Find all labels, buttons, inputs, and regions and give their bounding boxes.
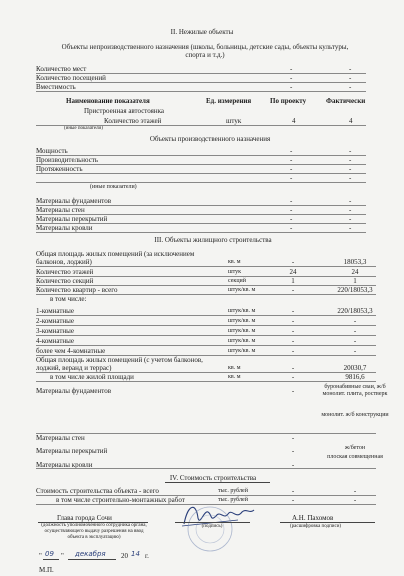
row-fact: - <box>349 147 352 155</box>
section-3-title: III. Объекты жилищного строительства <box>154 236 272 244</box>
row-label: Количество мест <box>36 65 87 73</box>
date-year-letter: г. <box>145 552 149 560</box>
row-fact: - <box>349 65 352 73</box>
housing-unit: кв. м <box>228 374 241 380</box>
row-plan: - <box>290 74 293 82</box>
material-label: Материалы фундаментов <box>36 197 112 205</box>
housing-fact: 18053,3 <box>343 258 367 266</box>
housing-fact: - <box>353 317 357 325</box>
row-plan: - <box>290 147 293 155</box>
housing-fact: - <box>353 337 357 345</box>
row-label: Протяженность <box>36 165 83 173</box>
cost-label: в том числе строительно-монтажных работ <box>56 496 185 504</box>
parking-floors-plan: 4 <box>292 117 296 125</box>
header-name: Наименование показателя <box>66 97 150 105</box>
housing-label: Количество этажей <box>36 268 94 276</box>
signature-position: Глава города Сочи <box>57 514 112 522</box>
parking-floors-unit: штук <box>226 117 242 125</box>
cost-unit: тыс. рублей <box>218 488 248 494</box>
housing-plan: 1 <box>291 277 295 285</box>
cost-fact: - <box>353 487 357 495</box>
housing-unit: штук/кв. м <box>228 287 256 293</box>
signature-caption: (подпись) <box>201 524 223 529</box>
housing-material-plan: - <box>291 461 295 469</box>
housing-unit: штук/кв. м <box>228 338 256 344</box>
housing-plan: - <box>291 327 295 335</box>
cost-plan: - <box>291 496 295 504</box>
material-label: Материалы стен <box>36 206 85 214</box>
material-fact: - <box>349 224 352 232</box>
stamp-place: М.П. <box>39 566 54 574</box>
housing-fact: 20030,7 <box>343 364 367 372</box>
housing-label: Общая площадь жилых помещений (с учетом балконов, лоджий, веранд и террас) <box>36 356 203 372</box>
housing-unit: штук/кв. м <box>228 308 256 314</box>
material-plan: - <box>290 215 293 223</box>
row-plan: - <box>290 174 293 182</box>
housing-fact: 9816,6 <box>345 373 365 381</box>
housing-plan: - <box>291 258 295 266</box>
housing-label: Количество квартир - всего <box>36 286 118 294</box>
material-plan: - <box>290 206 293 214</box>
parking-other: (иные показатели) <box>64 126 103 131</box>
housing-fact: 1 <box>353 277 357 285</box>
housing-label: Общая площадь жилых помещений (за исключением балконов, лоджий) <box>36 250 195 266</box>
housing-unit: кв. м <box>228 365 241 371</box>
housing-label: Количество секций <box>36 277 94 285</box>
row-fact: - <box>349 156 352 164</box>
material-fact: - <box>349 215 352 223</box>
housing-material-fact: буронабивные сваи, ж/б монолит. плита, ростверк <box>322 384 388 397</box>
cost-label: Стоимость строительства объекта - всего <box>36 487 159 495</box>
row-plan: - <box>290 156 293 164</box>
row-fact: - <box>349 165 352 173</box>
housing-fact: - <box>353 327 357 335</box>
housing-plan: - <box>291 347 295 355</box>
housing-material-fact: монолит. ж/б конструкции <box>321 412 389 418</box>
material-label: Материалы перекрытий <box>36 215 108 223</box>
header-plan: По проекту <box>270 97 307 105</box>
section-2-subtitle: Объекты непроизводственного назначения (школы, больницы, детские сады, объекты культуры, спорта и т.д.) <box>61 43 349 59</box>
housing-material-plan: - <box>291 434 295 442</box>
row-fact: - <box>349 74 352 82</box>
material-fact: - <box>349 206 352 214</box>
housing-plan: - <box>291 317 295 325</box>
housing-fact: - <box>353 347 357 355</box>
housing-plan: - <box>291 307 295 315</box>
housing-material-fact: плоская совмещенная <box>327 454 383 460</box>
housing-plan: - <box>291 373 295 381</box>
production-title: Объекты производственного назначения <box>149 135 271 143</box>
row-label: Вместимость <box>36 83 76 91</box>
parking-title: Пристроенная автостоянка <box>84 107 165 115</box>
housing-material-label: Материалы перекрытий <box>36 447 108 455</box>
housing-label: в том числе: <box>50 295 87 303</box>
housing-unit: секций <box>228 278 246 284</box>
parking-floors-label: Количество этажей <box>104 117 162 125</box>
housing-material-label: Материалы фундаментов <box>36 387 112 395</box>
date-year-suffix: 14 <box>131 550 140 558</box>
housing-material-plan: - <box>291 447 295 455</box>
housing-label: в том числе жилой площади <box>50 373 134 381</box>
housing-material-label: Материалы стен <box>36 434 85 442</box>
housing-plan: - <box>291 286 295 294</box>
row-label: Мощность <box>36 147 68 155</box>
date-year-prefix: 20 <box>121 552 128 560</box>
date-month: декабря <box>75 550 106 558</box>
housing-label: 3-комнатные <box>36 327 74 335</box>
row-plan: - <box>290 83 293 91</box>
row-label: Количество посещений <box>36 74 106 82</box>
housing-label: более чем 4-комнатные <box>36 347 106 355</box>
housing-plan: 24 <box>289 268 297 276</box>
date-quote: " <box>39 552 42 560</box>
section-2-title: II. Нежилые объекты <box>170 28 234 36</box>
housing-label: 4-комнатные <box>36 337 74 345</box>
housing-fact: 220/18053,3 <box>337 286 373 294</box>
row-plan: - <box>290 65 293 73</box>
material-fact: - <box>349 197 352 205</box>
header-fact: Фактически <box>326 97 366 105</box>
header-unit: Ед. измерения <box>206 97 252 105</box>
housing-label: 2-комнатные <box>36 317 74 325</box>
cost-unit: тыс. рублей <box>218 497 248 503</box>
housing-plan: - <box>291 364 295 372</box>
material-plan: - <box>290 224 293 232</box>
housing-material-label: Материалы кровли <box>36 461 93 469</box>
housing-plan: - <box>291 337 295 345</box>
signature-name-caption: (расшифровка подписи) <box>290 524 342 529</box>
housing-label: 1-комнатные <box>36 307 74 315</box>
material-plan: - <box>290 197 293 205</box>
row-label: Производительность <box>36 156 99 164</box>
housing-unit: штук <box>228 269 242 275</box>
section-4-title: IV. Стоимость строительства <box>169 474 257 482</box>
date-day: 09 <box>45 550 54 558</box>
row-plan: - <box>290 165 293 173</box>
row-fact: - <box>349 174 352 182</box>
production-other: (иные показатели) <box>90 184 137 190</box>
material-label: Материалы кровли <box>36 224 93 232</box>
housing-fact: 24 <box>351 268 359 276</box>
cost-plan: - <box>291 487 295 495</box>
housing-unit: штук/кв. м <box>228 328 256 334</box>
housing-fact: 220/18053,3 <box>337 307 373 315</box>
parking-floors-fact: 4 <box>349 117 353 125</box>
signature-name: А.Н. Пахомов <box>292 514 334 522</box>
row-fact: - <box>349 83 352 91</box>
housing-unit: штук/кв. м <box>228 318 256 324</box>
housing-material-fact: ж/бетон <box>344 445 366 451</box>
housing-unit: штук/кв. м <box>228 348 256 354</box>
housing-unit: кв. м <box>228 259 241 265</box>
cost-fact: - <box>353 496 357 504</box>
signature-position-caption: (должность уполномоченного сотрудника органа, осуществляющего выдачу разрешения на ввод объекта в эксплуатацию) <box>41 523 147 540</box>
housing-material-plan: - <box>291 387 295 395</box>
